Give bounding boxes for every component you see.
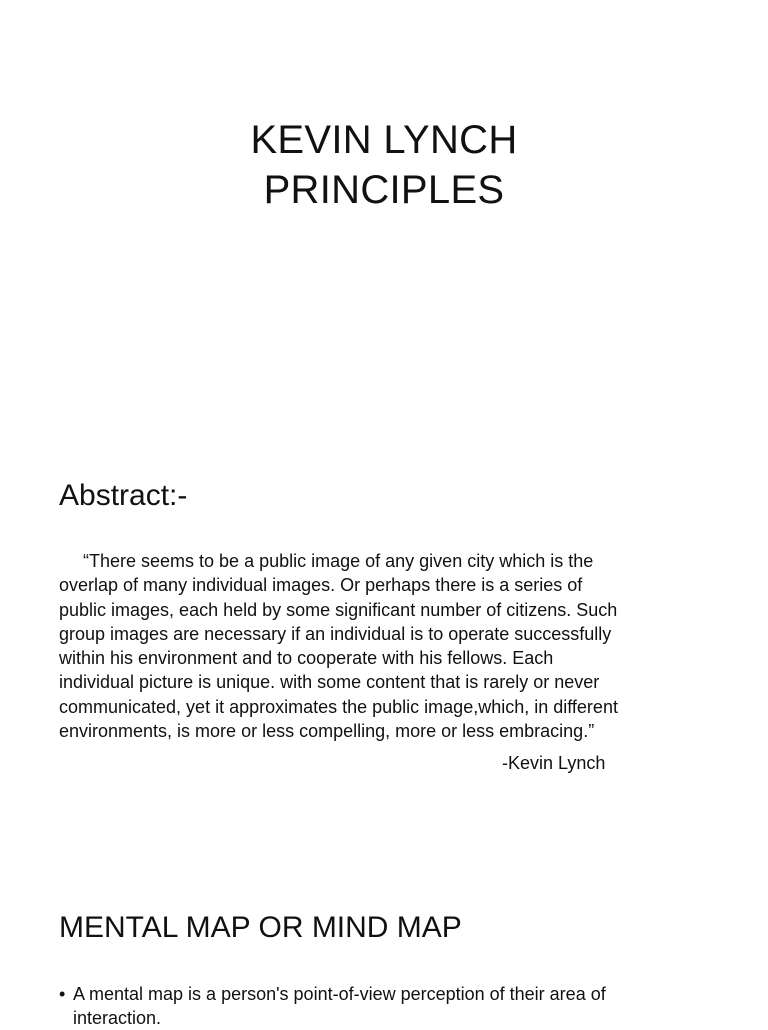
abstract-quote — [59, 549, 729, 743]
quote-line: “There seems to be a public image of any given city which is the — [83, 551, 594, 571]
quote-line: environments, is more or less compelling, more or less embracing.” — [59, 721, 595, 742]
quote-line: within his environment and to cooperate with his fellows. Each — [59, 648, 554, 669]
quote-line: group images are necessary if an individual is to operate successfully — [59, 623, 612, 644]
quote-line: individual picture is unique. with some content that is rarely or never — [59, 672, 600, 693]
bullet-line: interaction. — [73, 1008, 162, 1028]
bullet-icon: • — [59, 984, 66, 1004]
abstract-heading: Abstract:- — [59, 479, 188, 512]
quote-attribution: -Kevin Lynch — [502, 753, 606, 773]
title-line-2: PRINCIPLES — [263, 168, 505, 212]
quote-line: public images, each held by some significant number of citizens. Such — [59, 599, 618, 620]
quote-line: overlap of many individual images. Or perhaps there is a series of — [59, 575, 583, 596]
bullet-line: A mental map is a person's point-of-view perception of their area of — [73, 984, 606, 1004]
list-item — [59, 982, 729, 1030]
title-line-1: KEVIN LYNCH — [250, 118, 518, 162]
mental-map-bullet-list — [59, 982, 729, 1030]
mental-map-heading: MENTAL MAP OR MIND MAP — [59, 911, 462, 944]
page-title — [0, 115, 768, 215]
quote-line: communicated, yet it approximates the public image,which, in different — [59, 696, 618, 717]
